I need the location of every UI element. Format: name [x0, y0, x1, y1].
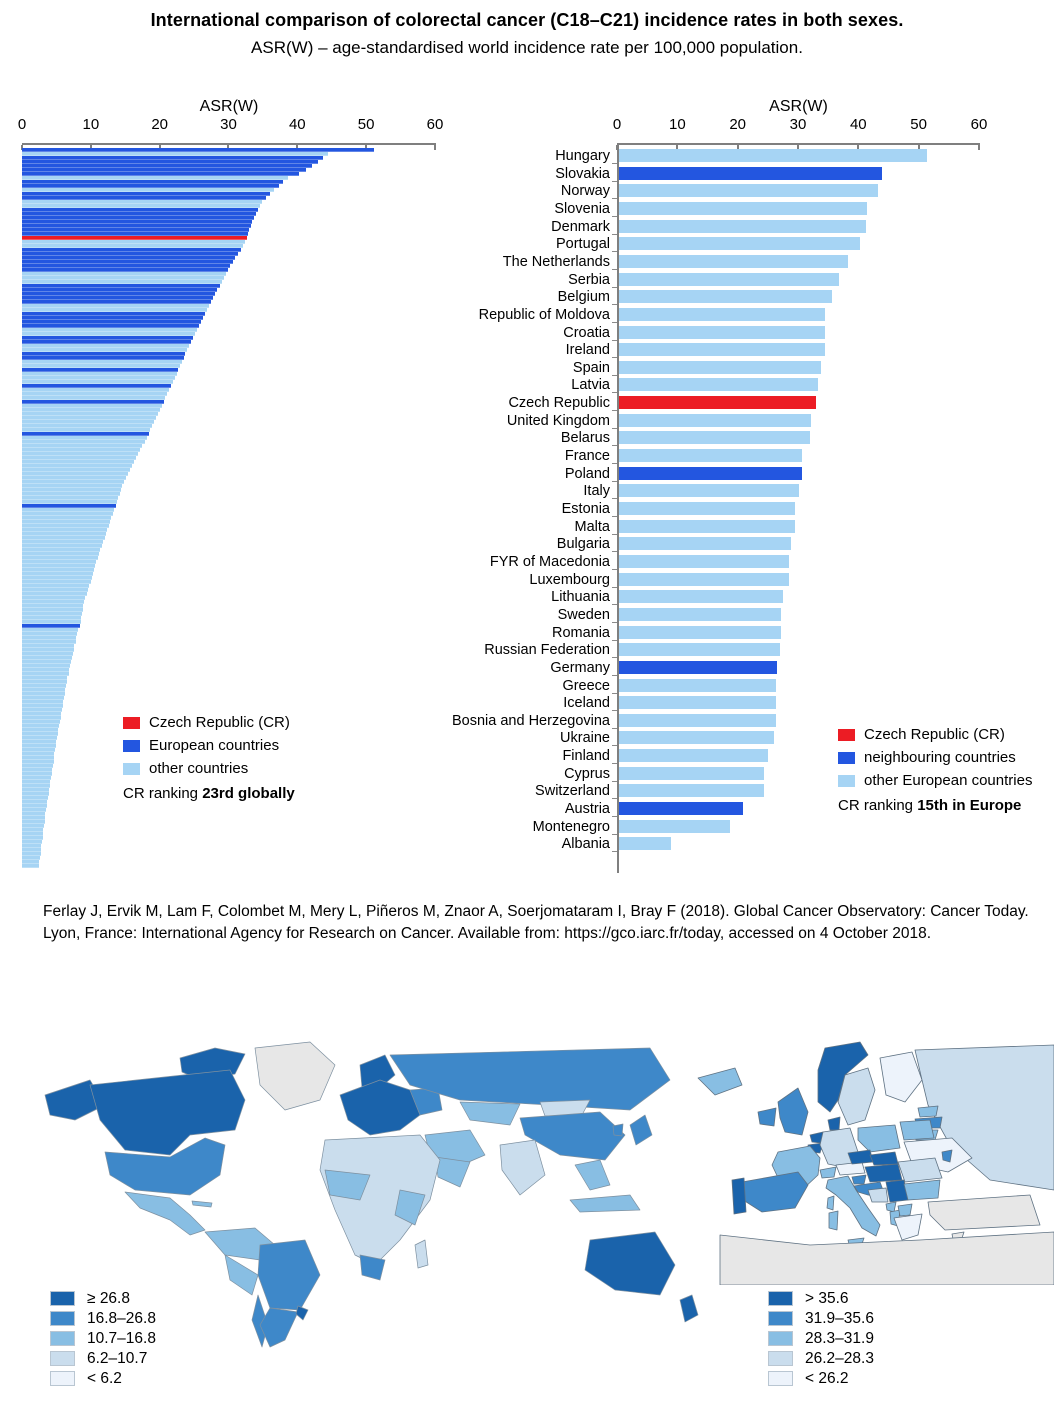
- region-moldova: [942, 1150, 952, 1162]
- ranking-bold: 23rd globally: [202, 785, 295, 802]
- country-label: France: [564, 448, 610, 465]
- country-row: [460, 341, 1054, 359]
- ranking-bar: [22, 864, 39, 868]
- map-legend-item: [50, 1289, 156, 1307]
- country-label: Lithuania: [551, 589, 610, 606]
- country-bar: [619, 290, 832, 303]
- country-label: Belgium: [557, 289, 610, 306]
- country-row: [460, 165, 1054, 183]
- map-legend-swatch: [50, 1371, 75, 1386]
- country-label: FYR of Macedonia: [489, 553, 610, 570]
- country-row: [460, 253, 1054, 271]
- region-turkey: [928, 1195, 1040, 1230]
- country-label: Cyprus: [564, 765, 610, 782]
- region-southeast-asia: [575, 1160, 610, 1190]
- legend-swatch: [838, 775, 855, 787]
- region-macedonia: [898, 1204, 912, 1216]
- country-label: Switzerland: [535, 783, 610, 800]
- country-bar: [619, 590, 783, 603]
- region-mexico-central-america: [125, 1192, 205, 1235]
- legend-item: [838, 751, 1032, 764]
- country-bar: [619, 749, 768, 762]
- legend-label: Czech Republic (CR): [864, 726, 1005, 743]
- country-bar: [619, 502, 795, 515]
- country-label: Slovakia: [555, 165, 610, 182]
- country-bar: [619, 431, 810, 444]
- country-row: [460, 535, 1054, 553]
- country-label: Slovenia: [554, 200, 610, 217]
- country-bar: [619, 661, 777, 674]
- country-row: [460, 412, 1054, 430]
- country-bar: [619, 414, 811, 427]
- region-canada: [90, 1070, 245, 1155]
- region-portugal: [732, 1178, 746, 1214]
- region-india: [500, 1140, 545, 1195]
- country-label: Luxembourg: [529, 571, 610, 588]
- europe-chart-legend: [838, 728, 1032, 814]
- axis-tick-label: 50: [357, 116, 375, 133]
- axis-tick-label: 40: [288, 116, 306, 133]
- country-row: [460, 147, 1054, 165]
- map-legend-item: [50, 1369, 156, 1387]
- country-label: Finland: [562, 748, 610, 765]
- legend-item: [838, 728, 1032, 741]
- country-bar: [619, 255, 848, 268]
- region-peru-bolivia: [225, 1255, 258, 1295]
- country-label: Ukraine: [560, 730, 610, 747]
- axis-tick-label: 0: [612, 116, 622, 133]
- region-spain: [740, 1172, 808, 1212]
- region-europe: [340, 1080, 420, 1135]
- country-row: [460, 818, 1054, 836]
- global-chart-legend: [123, 716, 295, 802]
- region-iceland: [698, 1068, 742, 1095]
- country-label: Estonia: [561, 501, 610, 517]
- country-label: Italy: [583, 483, 610, 500]
- country-label: Hungary: [555, 148, 610, 164]
- axis-tick-label: 10: [668, 116, 686, 133]
- country-bar: [619, 784, 764, 797]
- region-corsica: [827, 1196, 834, 1210]
- country-row: [460, 835, 1054, 853]
- map-legend-label: < 6.2: [87, 1369, 122, 1387]
- country-bar: [619, 273, 839, 286]
- country-row: [460, 588, 1054, 606]
- country-row: [460, 200, 1054, 218]
- country-label: Latvia: [571, 377, 610, 394]
- czech-republic-bar: [619, 396, 816, 409]
- region-serbia: [886, 1180, 908, 1202]
- country-row: [460, 677, 1054, 695]
- country-label: Bosnia and Herzegovina: [452, 712, 610, 729]
- map-legend-label: 26.2–28.3: [805, 1349, 874, 1367]
- legend-swatch: [838, 752, 855, 764]
- country-row: [460, 606, 1054, 624]
- country-bar: [619, 555, 789, 568]
- map-legend-label: 16.8–26.8: [87, 1309, 156, 1327]
- region-estonia: [918, 1106, 938, 1117]
- country-label: Belarus: [560, 430, 610, 447]
- left-axis-line: [22, 143, 436, 145]
- region-australia: [585, 1232, 675, 1295]
- axis-tick-label: 40: [849, 116, 867, 133]
- country-bar: [619, 167, 882, 180]
- country-label: Spain: [572, 359, 610, 376]
- region-new-zealand: [680, 1295, 698, 1322]
- right-axis-title: ASR(W): [769, 98, 828, 115]
- region-belarus: [900, 1120, 934, 1140]
- country-row: [460, 447, 1054, 465]
- country-bar: [619, 573, 789, 586]
- country-row: [460, 624, 1054, 642]
- region-north-africa: [720, 1232, 1054, 1285]
- region-denmark: [828, 1117, 840, 1130]
- country-bar: [619, 802, 743, 815]
- country-label: The Netherlands: [502, 253, 610, 270]
- legend-swatch: [838, 729, 855, 741]
- country-label: Portugal: [555, 236, 610, 253]
- map-legend-swatch: [768, 1351, 793, 1366]
- legend-item: [123, 739, 295, 752]
- axis-tick-label: 50: [910, 116, 927, 133]
- map-legend-item: [50, 1309, 156, 1327]
- region-bulgaria: [904, 1180, 940, 1200]
- country-label: Poland: [564, 465, 610, 482]
- legend-label: other European countries: [864, 772, 1033, 789]
- europe-ranking-chart: [452, 96, 1054, 896]
- country-bar: [619, 378, 818, 391]
- map-legend-label: 31.9–35.6: [805, 1309, 874, 1327]
- legend-item: [838, 774, 1032, 787]
- legend-label: other countries: [149, 760, 249, 777]
- map-legend-swatch: [768, 1291, 793, 1306]
- country-row: [460, 324, 1054, 342]
- country-bar: [619, 237, 860, 250]
- region-switzerland: [820, 1167, 836, 1178]
- country-bar: [619, 837, 671, 850]
- ranking-text: CR ranking 15th in Europe: [838, 797, 1022, 814]
- region-bosnia-herzegovina: [868, 1188, 888, 1202]
- region-indonesia: [570, 1195, 640, 1212]
- region-montenegro: [886, 1202, 896, 1212]
- country-row: [460, 376, 1054, 394]
- region-sardinia: [829, 1211, 838, 1230]
- country-bar: [619, 220, 866, 233]
- country-label: Russian Federation: [484, 642, 610, 659]
- row-tick-mark: [612, 851, 617, 852]
- axis-tick-label: 10: [82, 116, 100, 133]
- country-label: Montenegro: [532, 818, 610, 835]
- country-row: [460, 306, 1054, 324]
- country-label: Republic of Moldova: [478, 306, 610, 323]
- country-row: [460, 482, 1054, 500]
- world-map-legend: [50, 1289, 156, 1392]
- region-korea: [613, 1124, 623, 1136]
- region-kazakhstan-central-asia: [460, 1102, 520, 1125]
- country-row: [460, 429, 1054, 447]
- country-bar: [619, 767, 764, 780]
- region-slovenia: [852, 1175, 866, 1184]
- country-row: [460, 235, 1054, 253]
- country-row: [460, 394, 1054, 412]
- country-label: Malta: [574, 518, 610, 535]
- map-legend-swatch: [50, 1311, 75, 1326]
- country-bar: [619, 643, 780, 656]
- region-poland: [858, 1125, 900, 1152]
- region-slovakia: [870, 1152, 898, 1165]
- map-legend-label: 28.3–31.9: [805, 1329, 874, 1347]
- country-bar: [619, 467, 802, 480]
- country-bar: [619, 149, 927, 162]
- map-legend-swatch: [50, 1351, 75, 1366]
- citation: Ferlay J, Ervik M, Lam F, Colombet M, Mery L, Piñeros M, Znaor A, Soerjomataram I, Bray F (2018). Global Cancer Observatory: Cancer Today. Lyon, France: International Agency for Research on Cancer. Available from: https://gco.iarc.fr/today, accessed on 4 October 2018.: [43, 903, 1029, 942]
- legend-swatch: [123, 740, 140, 752]
- region-finland: [880, 1052, 922, 1102]
- country-row: [460, 641, 1054, 659]
- axis-tick-label: 30: [789, 116, 807, 133]
- legend-label: neighbouring countries: [864, 749, 1016, 766]
- region-greenland: [255, 1042, 335, 1110]
- country-label: Greece: [562, 677, 610, 694]
- map-legend-item: [50, 1329, 156, 1347]
- country-bar: [619, 608, 781, 621]
- region-united-kingdom: [778, 1088, 808, 1135]
- country-bar: [619, 361, 821, 374]
- country-bar: [619, 326, 825, 339]
- legend-item: [123, 762, 295, 775]
- ranking-bold: 15th in Europe: [917, 797, 1022, 814]
- country-label: Czech Republic: [508, 395, 610, 412]
- page-title: International comparison of colorectal cancer (C18–C21) incidence rates in both sexes.: [150, 10, 904, 30]
- right-axis-line: [617, 143, 980, 145]
- country-row: [460, 694, 1054, 712]
- country-bar: [619, 202, 867, 215]
- country-row: [460, 288, 1054, 306]
- region-ireland: [758, 1108, 776, 1126]
- country-row: [460, 218, 1054, 236]
- map-legend-swatch: [768, 1331, 793, 1346]
- country-row: [460, 659, 1054, 677]
- country-label: Romania: [551, 624, 610, 641]
- country-label: Albania: [561, 836, 610, 853]
- country-bar: [619, 696, 776, 709]
- region-brazil: [258, 1240, 320, 1310]
- europe-map-regions: [698, 1042, 1054, 1285]
- country-label: Ireland: [565, 342, 610, 359]
- map-legend-item: [768, 1349, 874, 1367]
- region-madagascar: [415, 1240, 428, 1268]
- region-arabian-peninsula: [435, 1157, 470, 1187]
- map-legend-label: 6.2–10.7: [87, 1349, 148, 1367]
- country-row: [460, 500, 1054, 518]
- map-legend-label: < 26.2: [805, 1369, 849, 1387]
- region-romania: [898, 1158, 942, 1182]
- legend-label: European countries: [149, 737, 280, 754]
- country-label: Norway: [560, 183, 610, 200]
- legend-label: Czech Republic (CR): [149, 714, 290, 731]
- map-legend-label: > 35.6: [805, 1289, 849, 1307]
- map-legend-item: [768, 1369, 874, 1387]
- country-row: [460, 182, 1054, 200]
- country-bar: [619, 679, 776, 692]
- region-caribbean: [192, 1201, 212, 1207]
- map-legend-label: 10.7–16.8: [87, 1329, 156, 1347]
- region-greece: [894, 1214, 922, 1240]
- map-legend-item: [768, 1289, 874, 1307]
- map-legend-label: ≥ 26.8: [87, 1289, 130, 1307]
- legend-swatch: [123, 717, 140, 729]
- country-label: Serbia: [568, 271, 610, 288]
- country-row: [460, 465, 1054, 483]
- map-legend-item: [50, 1349, 156, 1367]
- map-legend-swatch: [768, 1311, 793, 1326]
- map-legend-swatch: [768, 1371, 793, 1386]
- region-uruguay: [296, 1306, 308, 1320]
- country-row: [460, 518, 1054, 536]
- axis-tick-label: 60: [426, 116, 444, 133]
- axis-tick-label: 60: [970, 116, 988, 133]
- axis-tick-label: 20: [151, 116, 168, 133]
- country-label: Bulgaria: [556, 536, 610, 553]
- country-label: Iceland: [563, 695, 610, 712]
- country-bar: [619, 731, 774, 744]
- europe-map-legend: [768, 1289, 874, 1392]
- country-label: Denmark: [551, 218, 610, 235]
- country-row: [460, 571, 1054, 589]
- country-bar: [619, 184, 878, 197]
- country-bar: [619, 537, 791, 550]
- global-ranking-chart: [0, 96, 460, 896]
- country-bar: [619, 484, 799, 497]
- axis-tick-label: 0: [17, 116, 27, 133]
- country-label: Germany: [550, 659, 610, 676]
- left-axis-title: ASR(W): [199, 98, 259, 115]
- map-legend-item: [768, 1309, 874, 1327]
- europe-map: [690, 1040, 1054, 1285]
- axis-tick-label: 30: [220, 116, 237, 133]
- region-hungary: [865, 1164, 902, 1182]
- country-row: [460, 271, 1054, 289]
- axis-tick-label: 20: [729, 116, 746, 133]
- page-subtitle: ASR(W) – age-standardised world incidence rate per 100,000 population.: [251, 38, 803, 57]
- country-label: Austria: [564, 801, 610, 818]
- country-bar: [619, 714, 776, 727]
- country-bar: [619, 343, 825, 356]
- region-japan: [630, 1115, 652, 1145]
- country-bar: [619, 449, 802, 462]
- country-row: [460, 359, 1054, 377]
- map-legend-swatch: [50, 1291, 75, 1306]
- country-bar: [619, 820, 730, 833]
- map-legend-item: [768, 1329, 874, 1347]
- region-argentina: [260, 1308, 298, 1347]
- country-label: United Kingdom: [506, 412, 610, 429]
- country-label: Sweden: [557, 606, 610, 623]
- region-czech-republic: [848, 1150, 873, 1164]
- country-bar: [619, 626, 781, 639]
- ranking-text: CR ranking 23rd globally: [123, 785, 295, 802]
- country-label: Croatia: [563, 324, 610, 341]
- country-row: [460, 553, 1054, 571]
- legend-item: [123, 716, 295, 729]
- country-bar: [619, 520, 795, 533]
- legend-swatch: [123, 763, 140, 775]
- country-bar: [619, 308, 825, 321]
- map-legend-swatch: [50, 1331, 75, 1346]
